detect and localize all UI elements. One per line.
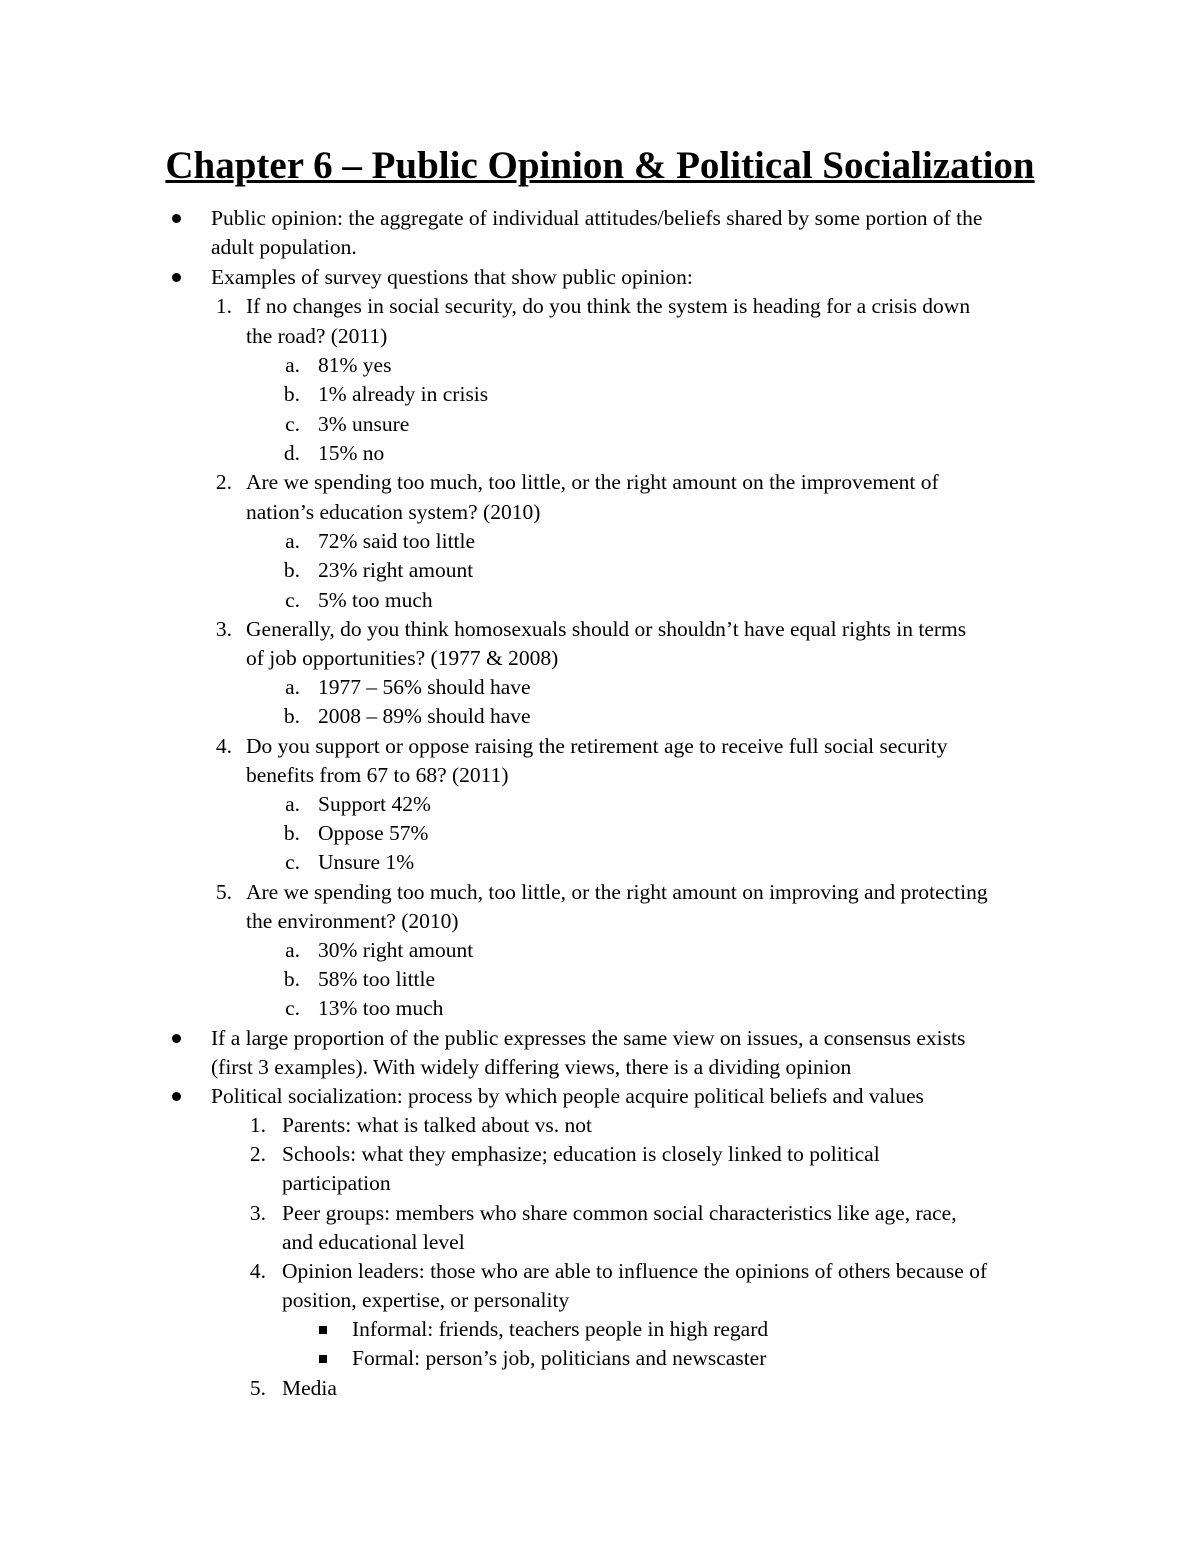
question-number: 4. — [215, 734, 232, 758]
definition-public-opinion-line1: Public opinion: the aggregate of individual attitudes/beliefs shared by some portion of the — [211, 206, 983, 230]
consensus-line1: If a large proportion of the public expresses the same view on issues, a consensus exists — [211, 1026, 966, 1050]
question-3-line2: of job opportunities? (1977 & 2008) — [246, 646, 559, 670]
answer-letter: d. — [283, 441, 300, 465]
answer-text: 72% said too little — [318, 529, 476, 553]
agent-media: Media — [282, 1376, 337, 1400]
survey-examples-heading: Examples of survey questions that show public opinion: — [211, 265, 693, 289]
answer-letter: a. — [285, 353, 300, 377]
agent-opinion-leaders-line2: position, expertise, or personality — [282, 1288, 570, 1312]
question-5-line2: the environment? (2010) — [246, 909, 459, 933]
agent-number: 4. — [249, 1259, 266, 1283]
question-5-line1: Are we spending too much, too little, or the right amount on improving and protecting — [246, 880, 988, 904]
square-bullet-icon — [319, 1355, 327, 1363]
question-2-line2: nation’s education system? (2010) — [246, 500, 541, 524]
agent-number: 2. — [249, 1142, 266, 1166]
answer-text: 58% too little — [318, 967, 436, 991]
question-number: 5. — [215, 880, 232, 904]
answer-letter: c. — [285, 996, 300, 1020]
answer-text: Oppose 57% — [318, 821, 429, 845]
answer-text: 15% no — [318, 441, 385, 465]
answer-letter: c. — [285, 588, 300, 612]
square-bullet-icon — [319, 1326, 327, 1334]
answer-text: 30% right amount — [318, 938, 474, 962]
answer-text: 3% unsure — [318, 412, 410, 436]
agent-parents: Parents: what is talked about vs. not — [282, 1113, 592, 1137]
question-1-line2: the road? (2011) — [246, 324, 388, 348]
answer-text: 81% yes — [318, 353, 392, 377]
question-2-line1: Are we spending too much, too little, or the right amount on the improvement of — [246, 470, 939, 494]
question-3-line1: Generally, do you think homosexuals should or shouldn’t have equal rights in terms — [246, 617, 967, 641]
definition-public-opinion-line2: adult population. — [211, 235, 357, 259]
question-4-line2: benefits from 67 to 68? (2011) — [246, 763, 509, 787]
agent-peer-groups-line2: and educational level — [282, 1230, 465, 1254]
answer-text: 1977 – 56% should have — [318, 675, 531, 699]
agent-opinion-leaders-line1: Opinion leaders: those who are able to influence the opinions of others because of — [282, 1259, 988, 1283]
question-number: 3. — [215, 617, 232, 641]
question-number: 2. — [215, 470, 232, 494]
agent-number: 5. — [249, 1376, 266, 1400]
answer-text: Support 42% — [318, 792, 431, 816]
question-4-line1: Do you support or oppose raising the retirement age to receive full social security — [246, 734, 948, 758]
answer-letter: b. — [283, 821, 300, 845]
political-socialization-heading: Political socialization: process by which people acquire political beliefs and values — [211, 1084, 924, 1108]
answer-letter: b. — [283, 967, 300, 991]
bullet-icon — [172, 273, 181, 282]
answer-text: 2008 – 89% should have — [318, 704, 531, 728]
consensus-line2: (first 3 examples). With widely differing views, there is a dividing opinion — [211, 1055, 852, 1079]
answer-text: Unsure 1% — [318, 850, 415, 874]
question-1-line1: If no changes in social security, do you think the system is heading for a crisis down — [246, 294, 971, 318]
answer-letter: a. — [285, 792, 300, 816]
answer-letter: a. — [285, 938, 300, 962]
answer-letter: b. — [283, 558, 300, 582]
answer-letter: b. — [283, 382, 300, 406]
bullet-icon — [172, 214, 181, 223]
answer-letter: a. — [285, 529, 300, 553]
question-number: 1. — [215, 294, 232, 318]
answer-letter: c. — [285, 850, 300, 874]
answer-letter: b. — [283, 704, 300, 728]
answer-letter: c. — [285, 412, 300, 436]
subitem-formal: Formal: person’s job, politicians and newscaster — [352, 1346, 767, 1370]
answer-text: 1% already in crisis — [318, 382, 489, 406]
page-title: Chapter 6 – Public Opinion & Political Socialization — [165, 144, 1035, 187]
agent-schools-line1: Schools: what they emphasize; education is closely linked to political — [282, 1142, 880, 1166]
subitem-informal: Informal: friends, teachers people in high regard — [352, 1317, 769, 1341]
agent-number: 3. — [249, 1201, 266, 1225]
agent-schools-line2: participation — [282, 1171, 391, 1195]
agent-peer-groups-line1: Peer groups: members who share common social characteristics like age, race, — [282, 1201, 957, 1225]
answer-text: 13% too much — [318, 996, 444, 1020]
answer-text: 23% right amount — [318, 558, 474, 582]
answer-letter: a. — [285, 675, 300, 699]
bullet-icon — [172, 1092, 181, 1101]
answer-text: 5% too much — [318, 588, 433, 612]
bullet-icon — [172, 1034, 181, 1043]
agent-number: 1. — [249, 1113, 266, 1137]
